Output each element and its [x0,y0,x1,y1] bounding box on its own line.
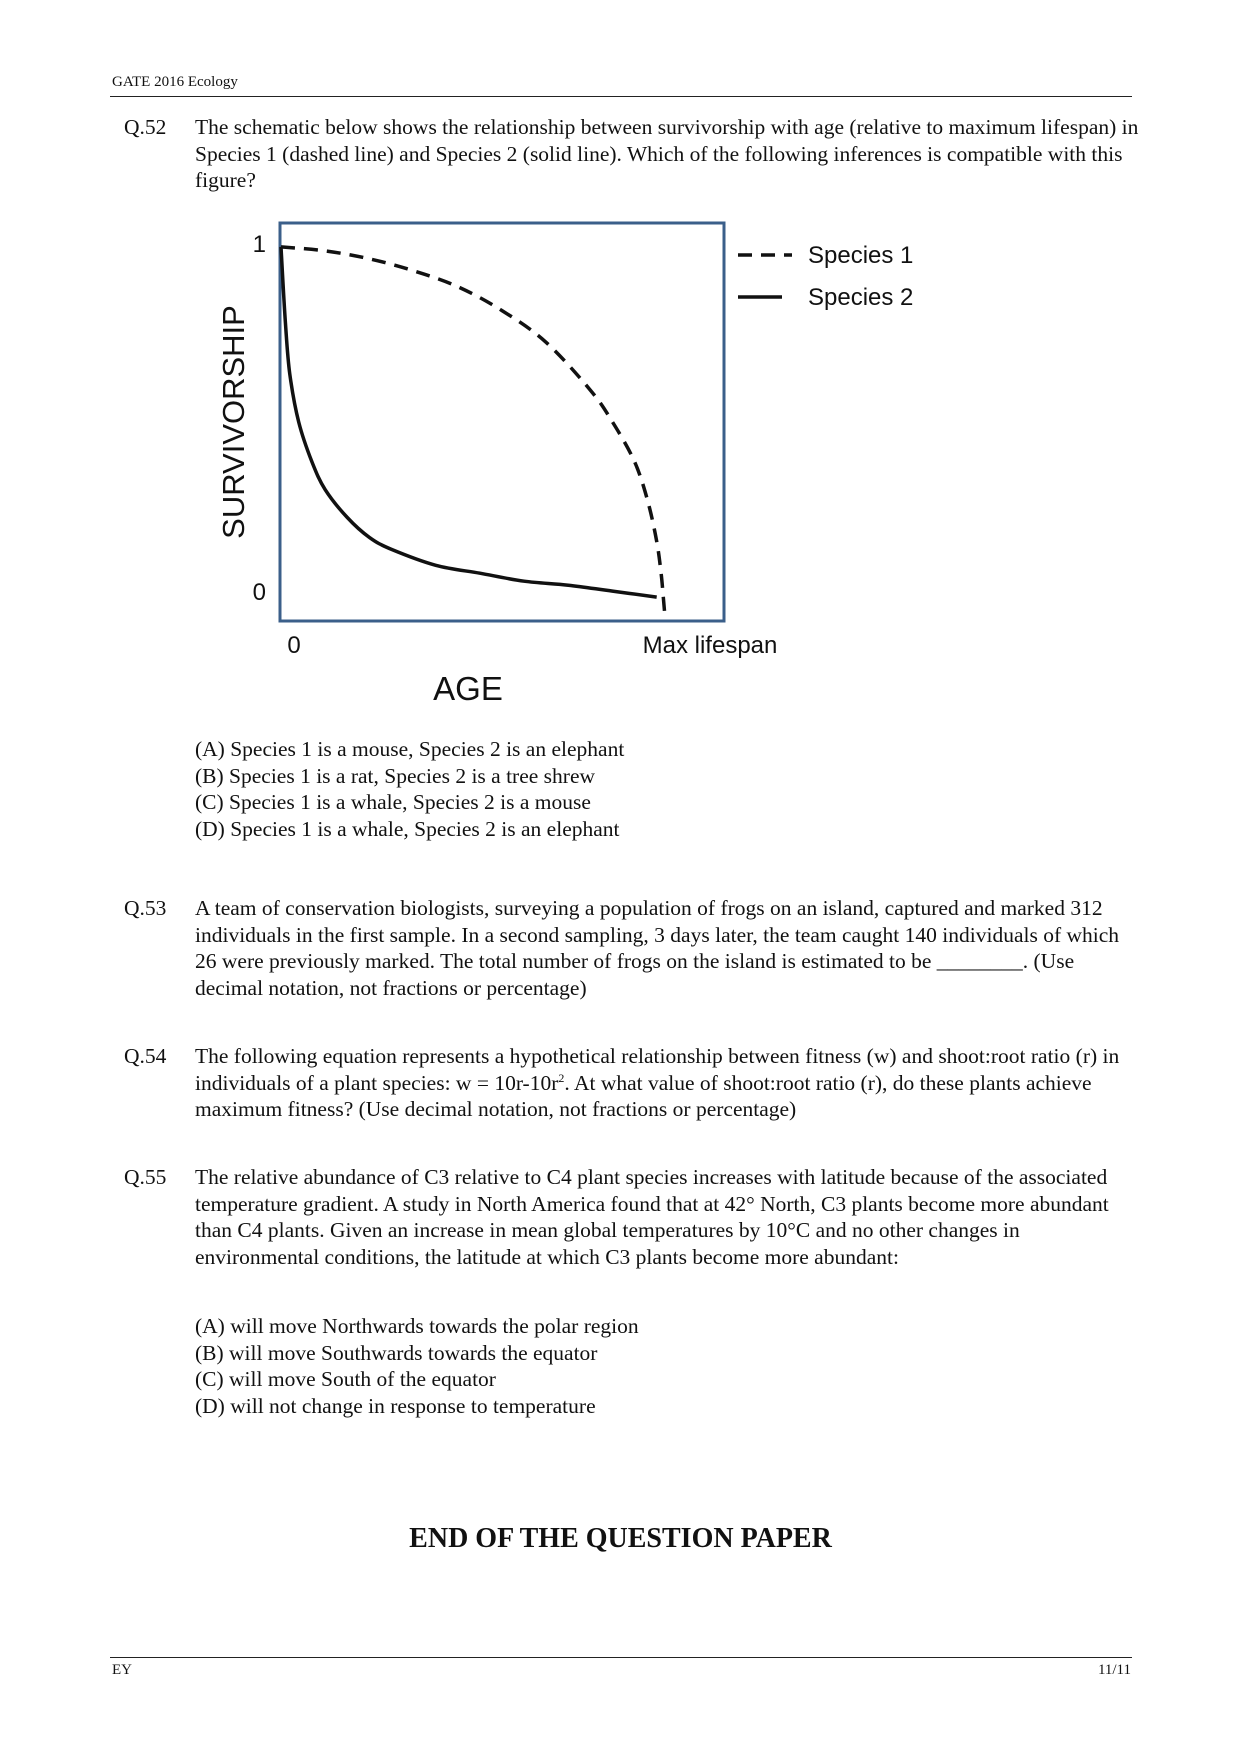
question-number: Q.52 [124,115,167,139]
question-number: Q.55 [124,1165,167,1189]
y-tick-label-0: 0 [252,579,266,606]
footer-code: EY [112,1662,132,1678]
q55-options [195,1313,639,1419]
question-number: Q.53 [124,896,167,920]
question-number: Q.54 [124,1044,167,1068]
end-of-paper-title: END OF THE QUESTION PAPER [409,1523,832,1554]
question-text: The relative abundance of C3 relative to C4 plant species increases with latitude because of the associated temperature gradient. A study in North America found that at 42° North, C3 plants become more abundant than C4 plants. Given an increase in mean global temperatures by 10°C and no other changes in environmental conditions, the latitude at which C3 plants become more abundant: [195,1165,1109,1269]
option-d: (D) will not change in response to temperature [195,1393,596,1418]
question-text: A team of conservation biologists, surveying a population of frogs on an island, captured and marked 312 individuals in the first sample. In a second sampling, 3 days later, the team caught 140 individuals of which 26 were previously marked. The total number of frogs on the island is estimated to be ________. (Use decimal notation, not fractions or percentage) [195,896,1120,1000]
header-divider [110,96,1132,97]
series-species-2-line [281,247,657,597]
page-header: GATE 2016 Ecology [112,74,238,90]
question-text-part-1: The following equation represents a hypothetical relationship between fitness (w) and shoot:root ratio (r) in individuals of a plant species: w = 10r-10r [195,1044,1120,1095]
series-species-1-line [281,247,665,613]
option-b: (B) Species 1 is a rat, Species 2 is a tree shrew [195,763,596,788]
y-axis-label: SURVIVORSHIP [216,305,251,539]
option-d: (D) Species 1 is a whale, Species 2 is an elephant [195,816,620,841]
q52-options [195,736,624,842]
option-b: (B) will move Southwards towards the equator [195,1340,598,1365]
legend-label-species-2: Species 2 [808,284,914,311]
squared-superscript: 2 [558,1070,565,1085]
question-text: The schematic below shows the relationship between survivorship with age (relative to maximum lifespan) in Species 1 (dashed line) and Species 2 (solid line). Which of the following inferences is compatible with this figure? [195,115,1139,192]
legend-label-species-1: Species 1 [808,242,914,269]
option-c: (C) will move South of the equator [195,1367,496,1391]
chart-frame [280,223,724,621]
x-tick-label-0: 0 [287,632,301,659]
y-tick-label-1: 1 [252,231,266,258]
x-axis-label: AGE [433,670,503,707]
question-text-part-2: . At what value of shoot:root ratio (r), do these plants achieve maximum fitness? (Use decimal notation, not fractions or percentage) [195,1070,1092,1121]
footer-page-number: 11/11 [1097,1662,1131,1678]
question-text [195,1043,1139,1123]
x-tick-label-max: Max lifespan [642,632,778,659]
option-c: (C) Species 1 is a whale, Species 2 is a mouse [195,790,591,814]
option-a: (A) Species 1 is a mouse, Species 2 is an elephant [195,737,625,761]
survivorship-chart [190,210,950,710]
option-a: (A) will move Northwards towards the polar region [195,1314,639,1338]
footer-divider [110,1657,1132,1658]
